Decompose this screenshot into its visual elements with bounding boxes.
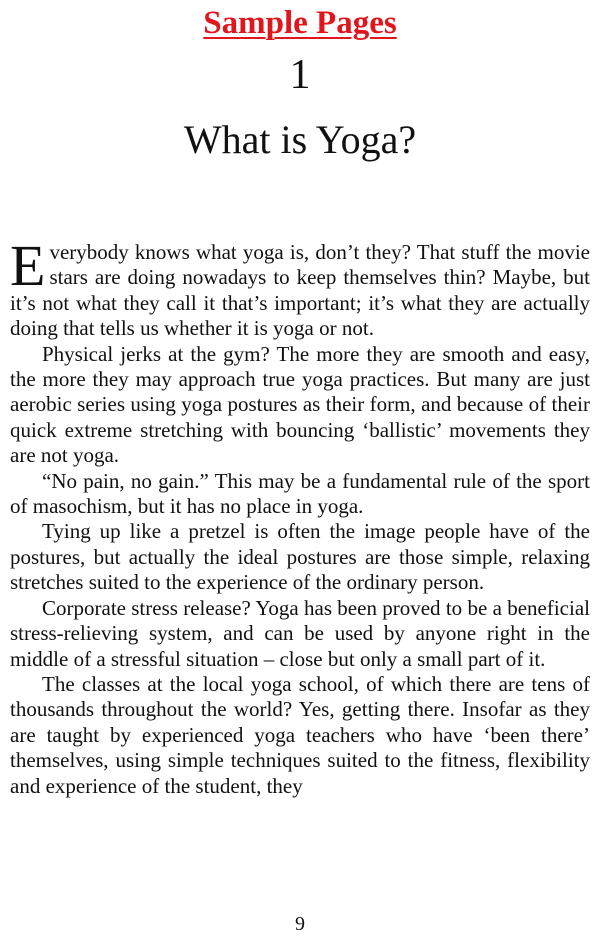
paragraph-6: The classes at the local yoga school, of which there are tens of thousands throughout the world? Yes, getting there. Insofar as they are taught by experienced yoga teachers who have ‘been there’ themselves, using simple techniques suited to the fitness, flexibility and experience of the student, they — [10, 671, 590, 798]
paragraph-1-text: verybody knows what yoga is, don’t they? That stuff the movie stars are doing nowadays to keep themselves thin? Maybe, but it’s not what they call it that’s important; it’s what they are actually doing that tells us whether it is yoga or not. — [10, 240, 590, 341]
paragraph-2: Physical jerks at the gym? The more they are smooth and easy, the more they may approach true yoga practices. But many are just aerobic series using yoga postures as their form, and because of their quick extreme stretching with bouncing ‘ballistic’ movements they are not yoga. — [10, 341, 590, 468]
page-number: 9 — [295, 913, 305, 935]
chapter-number: 1 — [289, 52, 311, 98]
body-text — [10, 233, 590, 799]
paragraph-3: “No pain, no gain.” This may be a fundamental rule of the sport of masochism, but it has no place in yoga. — [10, 468, 590, 519]
paragraph-5: Corporate stress release? Yoga has been proved to be a beneficial stress-relieving system, and can be used by anyone right in the middle of a stressful situation – close but only a small part of it. — [10, 595, 590, 671]
sample-pages-banner: Sample Pages — [203, 5, 397, 41]
paragraph-4: Tying up like a pretzel is often the image people have of the postures, but actually the ideal postures are those simple, relaxing stretches suited to the experience of the ordinary person. — [10, 519, 590, 595]
paragraph-1 — [10, 233, 590, 342]
drop-cap: E — [10, 233, 46, 298]
chapter-title: What is Yoga? — [183, 117, 417, 162]
